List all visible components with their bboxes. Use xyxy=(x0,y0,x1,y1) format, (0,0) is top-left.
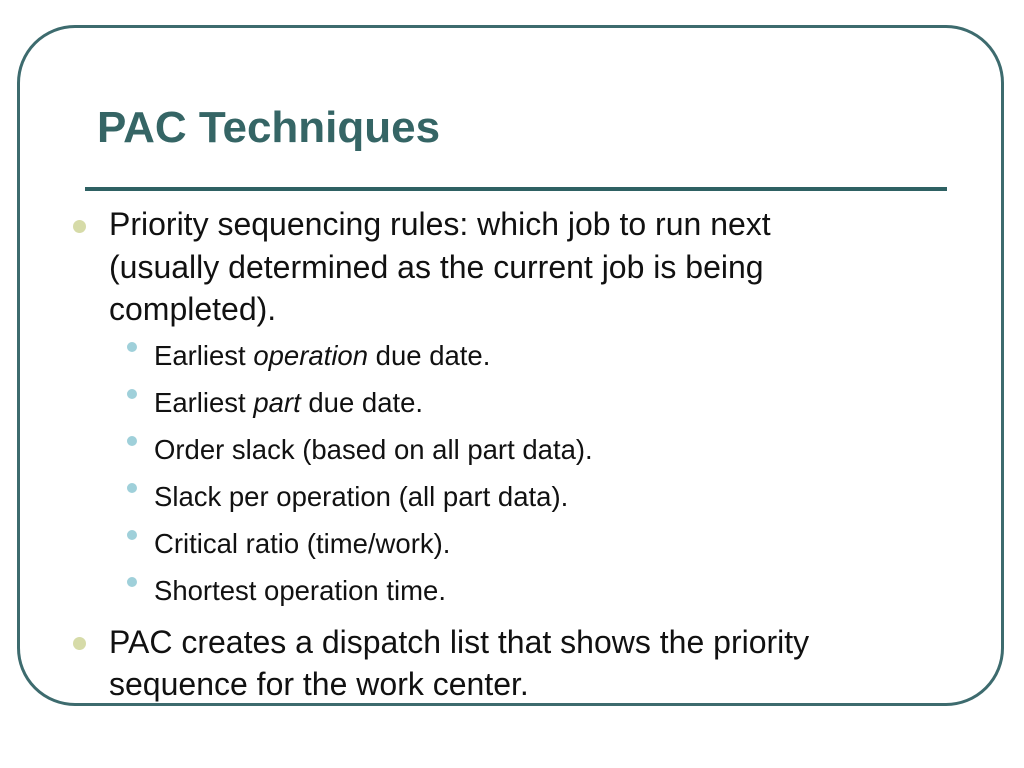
emphasized-word: part xyxy=(253,387,301,418)
round-sub-bullet-icon xyxy=(127,530,137,540)
round-sub-bullet-icon xyxy=(127,577,137,587)
round-sub-bullet-icon xyxy=(127,436,137,446)
title-divider xyxy=(85,187,947,191)
bullet-text-line: Priority sequencing rules: which job to run next xyxy=(109,206,771,242)
bullet-text-line: PAC creates a dispatch list that shows the priority xyxy=(109,624,810,660)
round-sub-bullet-icon xyxy=(127,483,137,493)
sub-bullet-text: Earliest operation due date. xyxy=(154,340,491,371)
sub-bullet-text: Order slack (based on all part data). xyxy=(154,434,593,465)
round-bullet-icon xyxy=(73,220,86,233)
emphasized-word: operation xyxy=(253,340,369,371)
bullet-text-line: sequence for the work center. xyxy=(109,666,529,702)
sub-bullet-text: Slack per operation (all part data). xyxy=(154,481,569,512)
round-bullet-icon xyxy=(73,637,86,650)
round-sub-bullet-icon xyxy=(127,389,137,399)
sub-bullet-text: Earliest part due date. xyxy=(154,387,424,418)
sub-bullet-text: Shortest operation time. xyxy=(154,575,446,606)
slide-title: PAC Techniques xyxy=(97,103,441,152)
sub-bullet-text: Critical ratio (time/work). xyxy=(154,528,451,559)
bullet-text-line: completed). xyxy=(109,291,277,327)
bullet-text-line: (usually determined as the current job is being xyxy=(109,249,764,285)
round-sub-bullet-icon xyxy=(127,342,137,352)
